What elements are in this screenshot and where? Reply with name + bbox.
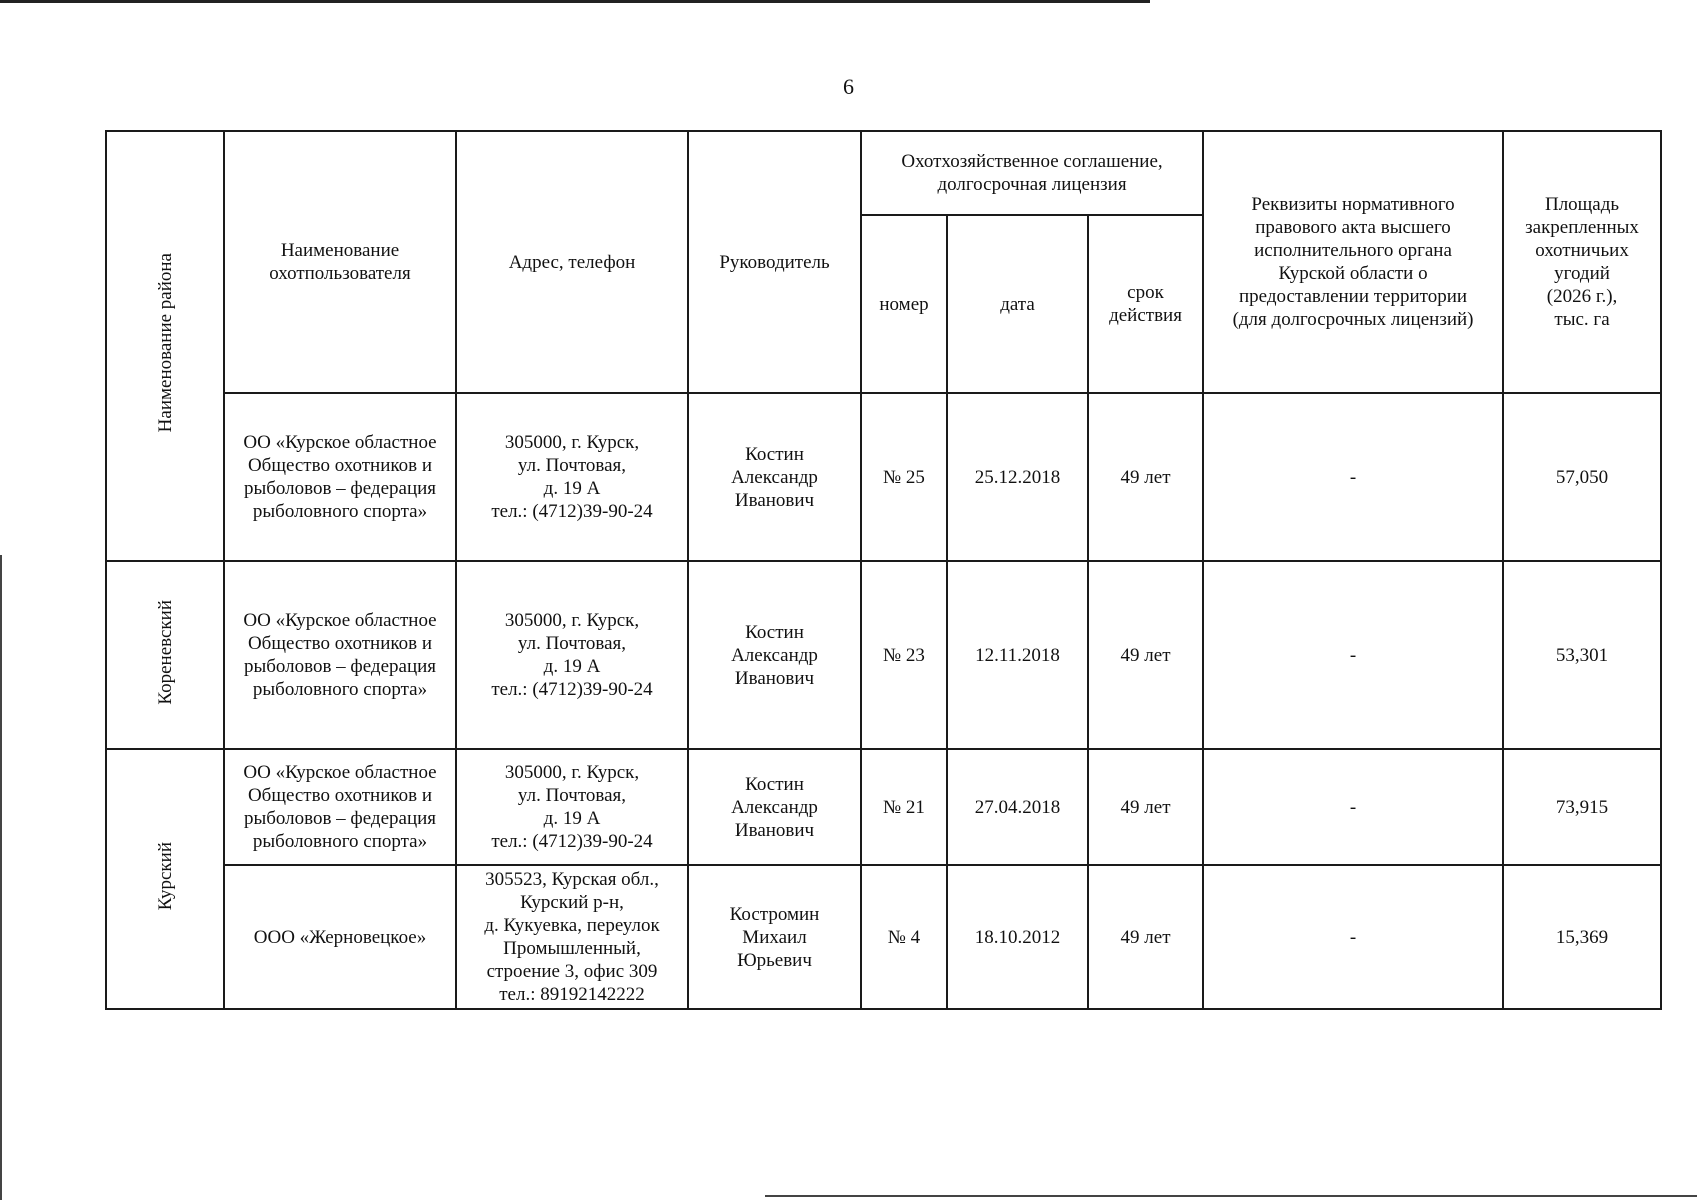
table-row [106, 749, 1661, 865]
cell-area: 57,050 [1503, 393, 1661, 561]
cell-number: № 4 [861, 865, 947, 1009]
cell-act: - [1203, 561, 1503, 749]
cell-date: 18.10.2012 [947, 865, 1088, 1009]
cell-date: 12.11.2018 [947, 561, 1088, 749]
cell-address: 305000, г. Курск, ул. Почтовая, д. 19 А тел.: (4712)39-90-24 [456, 561, 688, 749]
cell-term: 49 лет [1088, 865, 1203, 1009]
district-cell-korenevsky [106, 561, 224, 749]
cell-number: № 23 [861, 561, 947, 749]
district-label: Курский [154, 841, 176, 911]
cell-head: Костромин Михаил Юрьевич [688, 865, 861, 1009]
cell-user: ООО «Жерновецкое» [224, 865, 456, 1009]
header-district [106, 131, 224, 561]
header-date: дата [947, 215, 1088, 393]
table-row [106, 865, 1661, 1009]
cell-act: - [1203, 393, 1503, 561]
cell-user: ОО «Курское областное Общество охотников и рыболовов – федерация рыболовного спорта» [224, 749, 456, 865]
scan-edge-bottom [765, 1195, 1697, 1197]
header-row-1 [106, 131, 1661, 215]
header-term: срок действия [1088, 215, 1203, 393]
cell-act: - [1203, 865, 1503, 1009]
cell-head: Костин Александр Иванович [688, 561, 861, 749]
cell-term: 49 лет [1088, 393, 1203, 561]
cell-head: Костин Александр Иванович [688, 393, 861, 561]
cell-area: 15,369 [1503, 865, 1661, 1009]
district-label: Кореневский [154, 599, 176, 705]
cell-address: 305523, Курская обл., Курский р-н, д. Кукуевка, переулок Промышленный, строение 3, офис 309 тел.: 89192142222 [456, 865, 688, 1009]
cell-address: 305000, г. Курск, ул. Почтовая, д. 19 А тел.: (4712)39-90-24 [456, 393, 688, 561]
hunting-users-table [105, 130, 1662, 1010]
cell-head: Костин Александр Иванович [688, 749, 861, 865]
cell-act: - [1203, 749, 1503, 865]
cell-area: 53,301 [1503, 561, 1661, 749]
header-area: Площадь закрепленных охотничьих угодий (2026 г.), тыс. га [1503, 131, 1661, 393]
header-district-label: Наименование района [154, 253, 176, 433]
header-user: Наименование охотпользователя [224, 131, 456, 393]
cell-user: ОО «Курское областное Общество охотников и рыболовов – федерация рыболовного спорта» [224, 561, 456, 749]
cell-term: 49 лет [1088, 561, 1203, 749]
header-act: Реквизиты нормативного правового акта высшего исполнительного органа Курской области о предоставлении территории (для долгосрочных лицензий) [1203, 131, 1503, 393]
header-number: номер [861, 215, 947, 393]
page-number: 6 [843, 74, 854, 99]
cell-number: № 21 [861, 749, 947, 865]
table-row [106, 561, 1661, 749]
scan-edge-top [0, 0, 1150, 3]
cell-number: № 25 [861, 393, 947, 561]
table-row [106, 393, 1661, 561]
header-head: Руководитель [688, 131, 861, 393]
header-agreement: Охотхозяйственное соглашение, долгосрочная лицензия [861, 131, 1203, 215]
scan-edge-left [0, 555, 2, 1200]
cell-date: 27.04.2018 [947, 749, 1088, 865]
cell-term: 49 лет [1088, 749, 1203, 865]
cell-user: ОО «Курское областное Общество охотников и рыболовов – федерация рыболовного спорта» [224, 393, 456, 561]
cell-area: 73,915 [1503, 749, 1661, 865]
cell-date: 25.12.2018 [947, 393, 1088, 561]
district-cell-kursky [106, 749, 224, 1009]
cell-address: 305000, г. Курск, ул. Почтовая, д. 19 А тел.: (4712)39-90-24 [456, 749, 688, 865]
header-address: Адрес, телефон [456, 131, 688, 393]
